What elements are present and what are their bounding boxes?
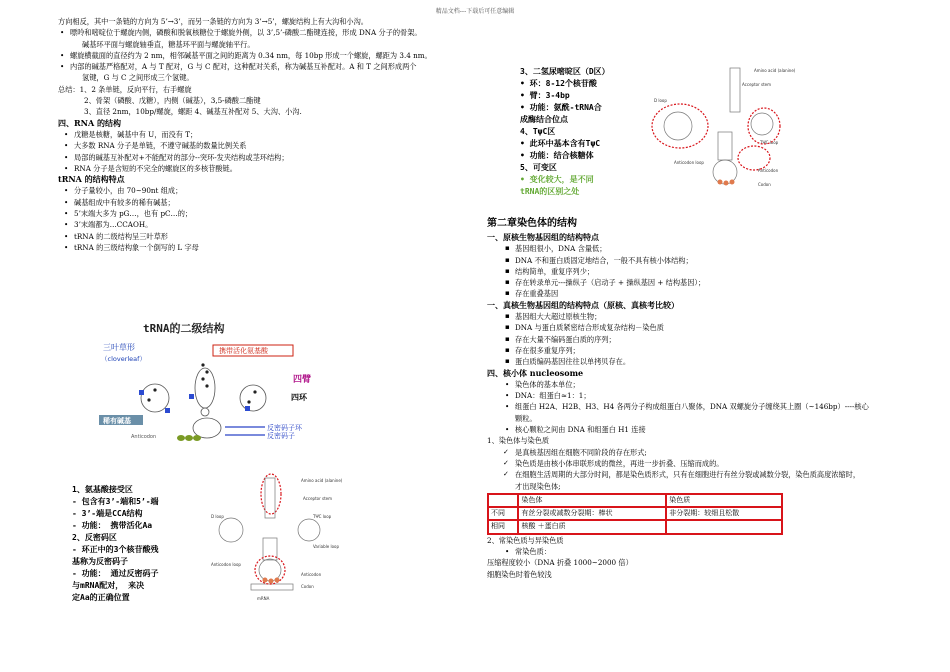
list-item: • 局部的碱基互补配对+不能配对的部分--突环-发夹结构或茎环结构； [62, 152, 470, 163]
list-item: ✓ 是真核基因组在细胞不同阶段的存在形式; [487, 447, 897, 458]
note-line: 成酶结合位点 [520, 115, 568, 124]
page-header: 精品文档---下载后可任意编辑 [435, 8, 515, 15]
list-item: ▪ 存在大量不编码蛋白质的序列； [487, 334, 897, 345]
summary-line: 3、直径 2nm，10bp/螺旋，螺距 4、碱基互补配对 5、大沟、小沟. [84, 107, 302, 117]
note-line: • 变化较大，是不同 [520, 175, 594, 184]
list-item: • 染色体的基本单位； [487, 379, 897, 390]
list-item: ▪ 基因组大大超过原核生物； [487, 311, 897, 322]
label-codon: Codon [301, 584, 314, 589]
list-item: 碱基环平面与螺旋轴垂直，糖基环平面与螺旋轴平行。 [82, 39, 255, 49]
table-cell: 核酸 ＋蛋白质 [518, 520, 666, 533]
list-item: • 螺旋横截面的直径约为 2 nm，相邻碱基平面之间的距离为 0.34 nm，每 10bp 形成一个螺旋，螺距为 3.4 nm。 [58, 50, 470, 61]
note-line: 3、二氢尿嘧啶区（D区） [520, 67, 610, 76]
note-line: tRNA的区别之处 [520, 187, 580, 196]
list-item: 颗粒。 [515, 413, 537, 423]
note-line: - 包含有3’-端和5’-端 [72, 497, 159, 506]
subsection-title: 2、常染色质与异染色质 [487, 535, 564, 545]
list-item: ✓ 在细胞生活周期的大部分时间，都是染色质形式，只有在细胞进行有丝分裂或减数分裂，染色质高度浓缩时， [487, 469, 897, 480]
label-clover: 三叶草形 [103, 343, 135, 352]
right-column [487, 216, 897, 580]
list-item: • 分子量较小，由 70~90nt 组成； [62, 185, 470, 196]
list-item: • tRNA 的二级结构呈三叶草形 [62, 231, 470, 242]
label-anticodon-loop: Anticodon loop [211, 562, 241, 567]
label-clover-en: （cloverleaf） [101, 355, 146, 363]
section-title: tRNA 的结构特点 [58, 174, 125, 185]
note-line: • 此环中基本含有TψC [520, 139, 601, 148]
label-codon: Codon [758, 182, 771, 187]
label-aa: Amino acid (alanine) [301, 478, 343, 483]
table-row [488, 520, 782, 533]
list-item: • 碱基组成中有较多的稀有碱基； [62, 197, 470, 208]
label-acceptor: Acceptor stem [742, 82, 772, 87]
list-item: • 戊糖是核糖，碱基中有 U，而没有 T； [62, 129, 470, 140]
list-item: • 常染色质： [487, 546, 897, 557]
section-title: 一、真核生物基因组的结构特点（原核、真核考比较） [487, 299, 679, 310]
label-anticodon-loop: Anticodon loop [674, 160, 704, 165]
note-line: • 环：8-12个核苷酸 [520, 79, 597, 88]
table-cell: 染色质 [666, 494, 782, 507]
list-item: • RNA 分子是含短的不完全的螺旋区的多核苷酸链。 [62, 163, 470, 174]
label-anticodon: Anticodon [758, 168, 779, 173]
label-carry: 携带活化氨基酸 [219, 347, 268, 355]
note-line: • 臂：3-4bp [520, 91, 570, 100]
table-cell: 染色体 [518, 494, 666, 507]
label-anticodon-loop: 反密码子环 [267, 424, 302, 432]
list-item: ▪ 蛋白质编码基因往往以单拷贝存在。 [487, 356, 897, 367]
label-mrna: mRNA [257, 596, 270, 601]
note-line: - 3’-端是CCA结构 [72, 509, 143, 518]
left-column [58, 16, 470, 253]
list-item: • 嘌呤和嘧啶位于螺旋内侧，磷酸和脱氧核糖位于螺旋外侧，以 3’,5’-磷酸二酯键连接，形成 DNA 分子的骨架。 [58, 27, 470, 38]
label-four-arm: 四臂 [293, 375, 312, 385]
list-item: ▪ 存在转录单元---操纵子（启动子 + 操纵基因 + 结构基因）； [487, 277, 897, 288]
list-item: • 3’末端都为…CCAOH。 [62, 219, 470, 230]
list-item: • 内部的碱基严格配对，A 与 T 配对，G 与 C 配对，这种配对关系，称为碱基互补配对。A 和 T 之间形成两个 [58, 61, 470, 72]
table-row [488, 507, 782, 520]
list-item: ✓ 染色质是由核小体串联形成的微丝，再进一步折叠、压缩而成的。 [487, 458, 897, 469]
label-variable: Variable loop [313, 544, 340, 549]
chapter-title: 第二章染色体的结构 [487, 218, 577, 229]
table-cell: 相同 [488, 520, 518, 533]
label-rare: 稀有碱基 [103, 417, 131, 425]
list-item: • 核心颗粒之间由 DNA 和组蛋白 H1 连接 [487, 424, 897, 435]
label-anticodon: 反密码子 [267, 432, 295, 440]
list-item: 氢键，G 与 C 之间形成三个氢键。 [82, 73, 194, 83]
note-line: - 功能： 通过反密码子 [72, 569, 159, 578]
label-acceptor: Acceptor stem [303, 496, 333, 501]
list-item: ▪ DNA 与蛋白质紧密结合形成复杂结构－染色质 [487, 322, 897, 333]
note-line: - 环正中的3个核苷酸残 [72, 545, 159, 554]
note-line: 定Aa的正确位置 [72, 593, 130, 602]
figure-title: tRNA的二级结构 [143, 322, 225, 335]
note-line: 1、氨基酸接受区 [72, 485, 133, 494]
text-line: 压缩程度较小（DNA 折叠 1000~2000 倍） [487, 558, 633, 568]
list-item: • tRNA 的三级结构象一个倒写的 L 字母 [62, 242, 470, 253]
label-dloop: D loop [211, 514, 224, 519]
table-header-row [488, 494, 782, 507]
section-title: 一、原核生物基因组的结构特点 [487, 232, 599, 242]
label-dloop: D loop [654, 98, 667, 103]
trna-detail-figure-left [205, 472, 355, 602]
list-item: ▪ DNA 不和蛋白质固定地结合，一般不具有核小体结构； [487, 255, 897, 266]
list-item: ▪ 基因组很小，DNA 含量低； [487, 243, 897, 254]
list-item: ▪ 结构简单，重复序列少； [487, 266, 897, 277]
text-line: 方向相反，其中一条链的方向为 5’→3’，而另一条链的方向为 3’→5’，螺旋结构上有大沟和小沟。 [58, 17, 368, 26]
comparison-table [487, 493, 783, 535]
list-item: • 大多数 RNA 分子是单链，不遵守碱基的数量比例关系 [62, 140, 470, 151]
table-cell [488, 494, 518, 507]
note-line: • 功能：氨酰-tRNA合 [520, 103, 602, 112]
note-line: • 功能：结合核糖体 [520, 151, 594, 160]
list-item: ▪ 存在很多重复序列； [487, 345, 897, 356]
list-item: • 5’末端大多为 pG…，也有 pC…的； [62, 208, 470, 219]
note-line: 基称为反密码子 [72, 557, 128, 566]
label-anticodon: Anticodon [301, 572, 322, 577]
section-title: 四、核小体 nucleosome [487, 367, 584, 378]
table-cell: 非分裂期：较细且松散 [666, 507, 782, 520]
table-cell: 不同 [488, 507, 518, 520]
label-aa: Amino acid (alanine) [754, 68, 796, 73]
subsection-title: 1、染色体与染色质 [487, 436, 550, 446]
note-line: 2、反密码区 [72, 533, 117, 542]
list-item: • 组蛋白 H2A、H2B、H3、H4 各两分子构成组蛋白八聚体，DNA 双螺旋分子缠绕其上圈（~146bp）----核心 [487, 401, 897, 412]
note-line: - 功能： 携带活化Aa [72, 521, 153, 530]
trna-cloverleaf-figure [95, 320, 325, 452]
list-item: • DNA：组蛋白≈1：1； [487, 390, 897, 401]
label-tloop: TΨC loop [313, 514, 332, 519]
note-line: 4、TψC区 [520, 127, 556, 136]
summary-line: 2、骨架（磷酸、戊糖），内侧（碱基），3,5-磷酸二酯键 [84, 96, 261, 106]
label-four-loop: 四环 [291, 393, 307, 402]
label-tloop: TΨC loop [760, 140, 779, 145]
note-line: 与mRNA配对， 来决 [72, 581, 145, 590]
table-cell [666, 520, 782, 533]
summary-line: 总结：1、2 条单链，反向平行，右手螺旋 [58, 84, 192, 94]
list-item: ▪ 存在重叠基因 [487, 288, 897, 299]
text-line: 细胞染色时着色较浅 [487, 569, 552, 579]
label-anticodon-en: Anticodon [131, 434, 157, 440]
list-item: 才出现染色体; [515, 481, 561, 491]
note-line: 5、可变区 [520, 163, 557, 172]
trna-detail-figure-right [650, 62, 800, 202]
section-title: 四、RNA 的结构 [58, 117, 121, 128]
table-cell: 有丝分裂或减数分裂期：棒状 [518, 507, 666, 520]
